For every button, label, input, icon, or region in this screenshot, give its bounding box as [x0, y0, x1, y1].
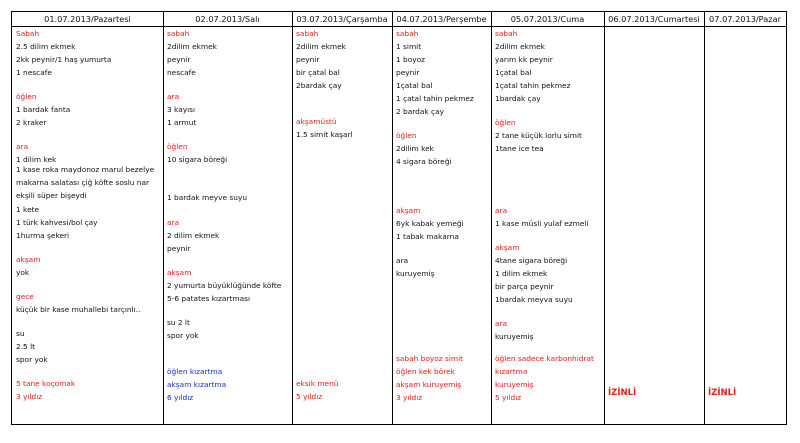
entry-line: akşam — [16, 255, 41, 264]
entry-line: 1tane ice tea — [495, 144, 544, 153]
entry-line: yarım kk peynir — [495, 55, 553, 64]
entry-line: sabah — [396, 29, 419, 38]
entry-line: 2 dilim ekmek — [167, 231, 220, 240]
entry-line: kuruyemiş — [495, 380, 534, 389]
entry-line: ekşili süper bişeydi — [16, 191, 87, 200]
day-cell-5 — [491, 27, 604, 424]
header-row — [12, 12, 786, 27]
entry-line: 1çatal bal — [495, 68, 532, 77]
entry-line: sabah boyoz simit — [396, 354, 464, 363]
day-header-5: 05.07.2013/Cuma — [510, 14, 585, 24]
entry-line: 5-6 patates kızartması — [167, 294, 251, 303]
entry-line: 2dilim ekmek — [167, 42, 217, 51]
entry-line: 1hurma şekeri — [16, 231, 70, 240]
entry-line: 3 kayısı — [167, 105, 196, 114]
entry-line: kızartma — [495, 367, 528, 376]
entry-line: 1 kase müsli yulaf ezmeli — [495, 219, 589, 228]
entry-line: 6yk kabak yemeği — [396, 219, 464, 228]
entry-line: kuruyemiş — [495, 332, 534, 341]
entry-line: İZİNLİ — [608, 388, 637, 398]
entry-line: 5 yıldız — [495, 393, 522, 402]
entry-line: 1 kete — [16, 205, 40, 214]
entry-line: öğlen — [396, 131, 417, 140]
entry-line: öğlen — [495, 118, 516, 127]
day-cell-2 — [163, 27, 292, 424]
entry-line: 2 yumurta büyüklüğünde köfte — [167, 281, 282, 290]
entry-line: 6 yıldız — [167, 393, 194, 402]
entry-line: sabah — [495, 29, 518, 38]
entry-line: ara — [167, 92, 180, 101]
entry-line: 4tane sigara böreği — [495, 256, 568, 265]
entry-line: peynir — [167, 55, 191, 64]
entry-line: 2dilim ekmek — [296, 42, 346, 51]
entry-line: ara — [495, 319, 508, 328]
entry-line: 1 armut — [167, 118, 197, 127]
entry-line: 1.5 simit kaşarl — [296, 130, 353, 139]
entry-line: akşam kuruyemiş — [396, 380, 462, 389]
entry-line: 1 dilim kek — [16, 155, 57, 164]
entry-line: akşam kızartma — [167, 380, 227, 389]
entry-line: akşamüstü — [296, 117, 337, 126]
entry-line: 1 dilim ekmek — [495, 269, 548, 278]
entry-line: 1 kase roka maydonoz marul bezelye — [16, 165, 155, 174]
entry-line: 5 yıldız — [296, 392, 323, 401]
entry-line: 3 yıldız — [396, 393, 423, 402]
entry-line: küçük bir kase muhallebi tarçınlı.. — [16, 305, 141, 314]
entry-line: spor yok — [167, 331, 199, 340]
day-header-7: 07.07.2013/Pazar — [709, 14, 781, 24]
day-cell-7 — [704, 27, 786, 424]
entry-line: 1bardak çay — [495, 94, 541, 103]
entry-line: 1 simit — [396, 42, 422, 51]
entry-line: öğlen — [167, 142, 188, 151]
entry-line: 5 tane koçomak — [16, 379, 76, 388]
entry-line: spor yok — [16, 355, 48, 364]
entry-line: 3 yıldız — [16, 392, 43, 401]
entry-line: 2dilim ekmek — [495, 42, 545, 51]
day-header-4: 04.07.2013/Perşembe — [396, 14, 487, 24]
entry-line: 2bardak çay — [296, 81, 342, 90]
entry-line: 1 bardak meyve suyu — [167, 193, 248, 202]
entry-line: bir parça peynir — [495, 282, 554, 291]
entry-line: İZİNLİ — [708, 388, 737, 398]
entry-line: 2.5 lt — [16, 342, 36, 351]
day-cell-4 — [392, 27, 491, 424]
entry-line: eksik menü — [296, 379, 339, 388]
entry-line: ara — [495, 206, 508, 215]
day-cell-6 — [604, 27, 704, 424]
entry-line: öğlen sadece karbonhidrat — [495, 354, 594, 363]
entry-line: 1 türk kahvesi/bol çay — [16, 218, 98, 227]
entry-line: ara — [167, 218, 180, 227]
day-header-1: 01.07.2013/Pazartesi — [44, 14, 131, 24]
entry-line: peynir — [396, 68, 420, 77]
entry-line: su 2 lt — [167, 318, 190, 327]
entry-line: 1 boyoz — [396, 55, 426, 64]
entry-line: ara — [16, 142, 29, 151]
entry-line: akşam — [495, 243, 520, 252]
entry-line: akşam — [167, 268, 192, 277]
entry-line: 1bardak meyva suyu — [495, 295, 573, 304]
entry-line: ara — [396, 256, 409, 265]
entry-line: 1 nescafe — [16, 68, 52, 77]
entry-line: 10 sigara böreği — [167, 155, 228, 164]
entry-line: öğlen — [16, 92, 37, 101]
entry-line: 2 kraker — [16, 118, 47, 127]
entry-line: 1 tabak makarna — [396, 232, 459, 241]
entry-line: 2 tane küçük lorlu simit — [495, 131, 582, 140]
day-header-2: 02.07.2013/Salı — [195, 14, 260, 24]
entry-line: akşam — [396, 206, 421, 215]
day-cell-3 — [292, 27, 392, 424]
entry-line: 4 sigara böreği — [396, 157, 452, 166]
entry-line: nescafe — [167, 68, 196, 77]
entry-line: 2kk peynir/1 haş yumurta — [16, 55, 112, 64]
day-cell-1 — [12, 27, 163, 424]
entry-line: öğlen kek börek — [396, 367, 455, 376]
entry-line: gece — [16, 292, 34, 301]
entry-line: sabah — [296, 29, 319, 38]
entry-line: 2 bardak çay — [396, 107, 444, 116]
entry-line: öğlen kızartma — [167, 367, 223, 376]
entry-line: 2.5 dilim ekmek — [16, 42, 76, 51]
entry-line: 1çatal tahin pekmez — [495, 81, 571, 90]
entry-line: yok — [16, 268, 30, 277]
entry-line: Sabah — [16, 29, 40, 38]
entry-line: su — [16, 329, 25, 338]
entry-line: 2dilim kek — [396, 144, 434, 153]
entry-line: peynir — [296, 55, 320, 64]
entry-line: sabah — [167, 29, 190, 38]
day-header-3: 03.07.2013/Çarşamba — [296, 14, 388, 24]
entry-line: makarna salatası çiğ köfte soslu nar — [16, 178, 150, 187]
entry-line: peynir — [167, 244, 191, 253]
entry-line: kuruyemiş — [396, 269, 435, 278]
day-header-6: 06.07.2013/Cumartesi — [608, 14, 700, 24]
entry-line: 1çatal bal — [396, 81, 433, 90]
entry-line: 1 bardak fanta — [16, 105, 71, 114]
entry-line: bir çatal bal — [296, 68, 340, 77]
diet-log-table — [11, 11, 787, 425]
entry-line: 1 çatal tahin pekmez — [396, 94, 474, 103]
